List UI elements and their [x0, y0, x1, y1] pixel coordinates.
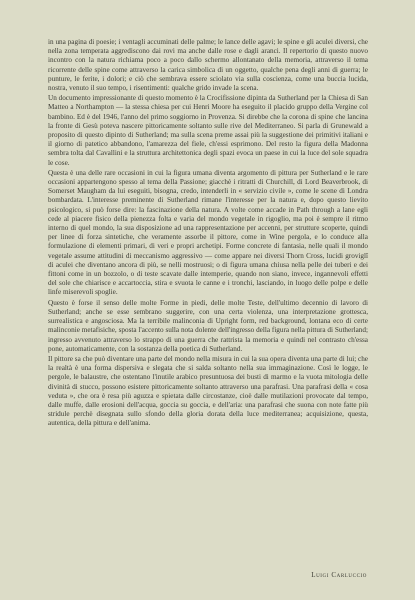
paragraph-5: Il pittore sa che può diventare una parte del mondo nella misura in cui la sua opera diventa una parte di lui; che la realtà è una forma dispersiva e slegata che si salda soltanto nella sua immaginazione. Così le logge, le pergole, le balaustre, che ostentano l'inutile arabico presuntuosa dei busti di marmo e la vuota mitologia delle divinità di stucco, possono esistere pittoricamente soltanto attraverso una parafrasi. Una parafrasi della « cosa veduta », che ora è resa più aguzza e spietata dalle circostanze, cioè dalle mutilazioni provocate dal tempo, dalle muffe, dalle erosioni dell'acqua, goccia su goccia, e dell'aria: una parafrasi che suona con note fatte più stridule perchè disegnata sullo sfondo della gloria dorata della luce mediterranea; acquisizione, questa, autentica, della pittura e dell'anima. — [48, 354, 368, 428]
paragraph-3: Questa è una delle rare occasioni in cui la figura umana diventa argomento di pittura per Sutherland e le rare occasioni appartengono spesso al tema della Passione; giacchè i ritratti di Churchill, di Lord Beaverbrook, di Somerset Maugham da lui eseguiti, bisogna, credo, intenderli in « servizio civile », come le scene di Londra bombardata. L'interesse preminente di Sutherland rimane l'interesse per la natura e, dopo questo lievito psicologico, si può forse dire: la fascinazione della natura. A volte come accade in Path through a lane egli cede al piacere fisico della pienezza folta e varia del mondo vegetale in rigoglio, ma poi è sempre il ritmo interno di quel mondo, la sua disposizione ad una rappresentazione per accenni, per strutture scoperte, quindi per linee di forza sintetiche, che veramente assorbe il pittore, come in Wine pergola, e lo conduce alla formulazione di elementi primari, di veri e propri archetipi. Forme concrete di fantasia, nelle quali il mondo vegetale assume attitudini di meccanismo aggressivo — come appare nei diversi Thorn Cross, lucidi groviglî di aculei che diventano ancora di più, se nelli mostruosi; o di figura umana chiusa nella pelle dei tuberi e dei fittoni come in un bozzolo, o di teste scavate dalle intemperie, quando non siano, invece, ingannevoli effetti del sole che chiarisce e accartoccia, stira e svuota le canne e i tronchi, lasciando, in luogo delle polpe e delle linfe miserevoli spoglie. — [48, 168, 368, 297]
article-body — [48, 38, 368, 430]
paragraph-4: Questo è forse il senso delle molte Forme in piedi, delle molte Teste, dell'ultimo decennio di lavoro di Sutherland; anche se esse sembrano suggerire, con una certa violenza, una interpretazione grottesca, surrealistica e angosciosa. Ma la terribile malinconia di Upright form, red background, lontana eco di certe malinconie metafisiche, sposta l'accento sulla nota dolente dell'ingresso della figura nella pittura di Sutherland; ingresso avvenuto attraverso lo strappo di una guerra che rattrista la memoria e quindi nel contrasto ch'essa pone, automaticamente, con la sostanza della poetica di Sutherland. — [48, 298, 368, 353]
author-signature: Luigi Carluccio — [311, 571, 367, 579]
paragraph-1: in una pagina di poesie; i ventagli accuminati delle palme; le lance delle agavi; le spine e gli aculei diversi, che nella zona temperata aggrediscono dai rovi ma anche dalle rose e dagli aranci. Il repertorio di questo nuovo incontro con la natura richiama poco a poco dallo schermo allontanato della memoria, attraverso il tema ricorrente delle spine come attraverso la carica simbolica di un oggetto, qualche pena degli anni di guerra; le punture, le ferite, i dolori; e ciò che sembrava essere sciolato via sulla coscienza, come una buccia lucida, nostra, venuto il suo tempo, i risentimenti: qualche grido invade la scena. — [48, 38, 368, 93]
paragraph-2: Un documento impressionante di questo momento è la Crocifissione dipinta da Sutherland per la Chiesa di San Matteo a Northampton — la stessa chiesa per cui Henri Moore ha eseguito il placido gruppo della Vergine col bambino. Ed è del 1946, l'anno del primo soggiorno in Provenza. Si direbbe che la corona di spine che lancina la fronte di Gesù poteva nascere pittoricamente soltanto sulle rive del Mediterraneo. Si parla di Grunewald a proposito di questo dipinto di Sutherland; ma sulla scena preme assai più la suggestione dei primitivi italiani e il giorno di patetico abbandono, l'amarezza del fiele, ch'essi esprimono. Del resto la figura della Madonna sembra tolta dal Cavallini e la struttura architettonica degli spazi evoca un paese in cui la luce del sole squadra le cose. — [48, 94, 368, 167]
